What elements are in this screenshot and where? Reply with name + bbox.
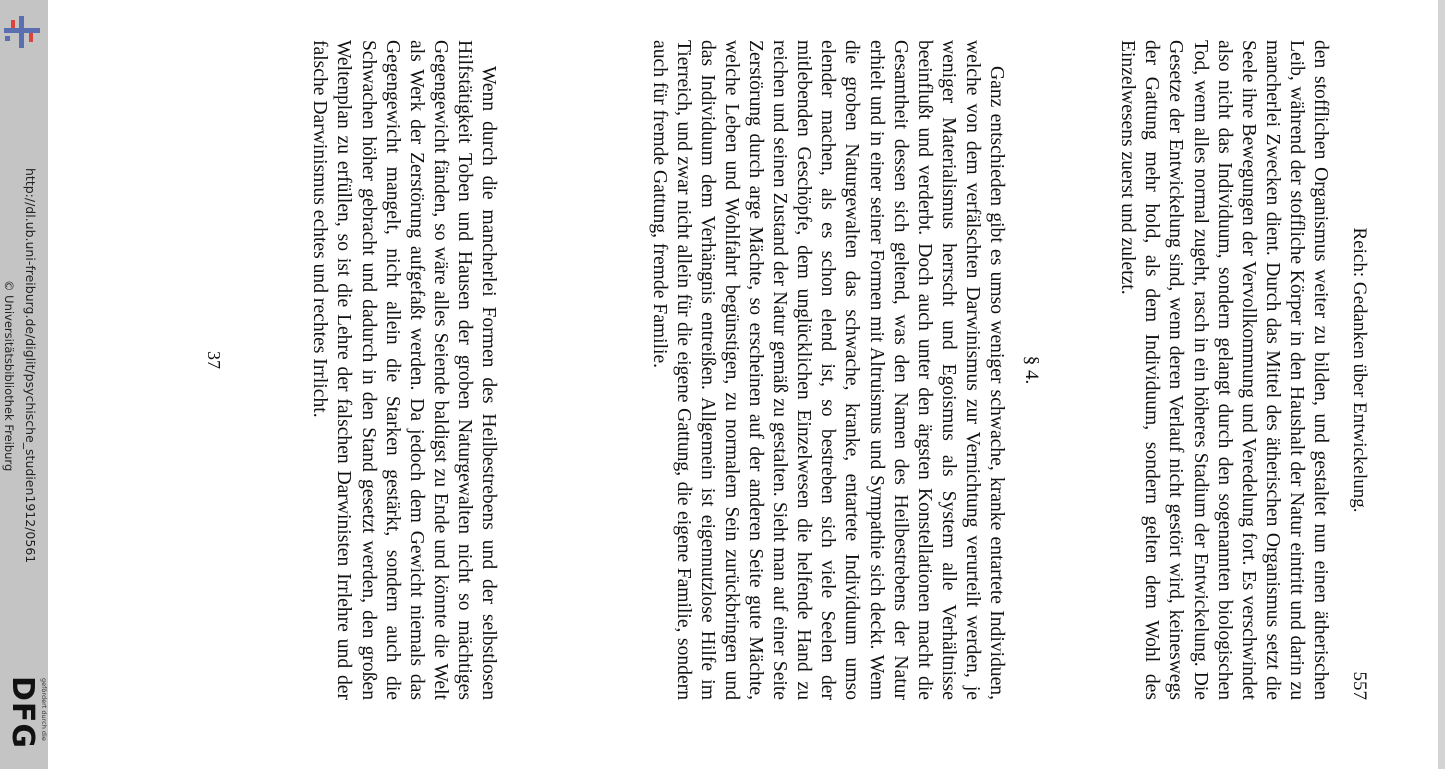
viewer-right-edge — [1438, 0, 1445, 769]
section-heading: § 4. — [1021, 355, 1042, 385]
folio-number: 37 — [204, 351, 224, 369]
body-paragraph: Ganz entschieden gibt es umso weniger schwache, kranke entartete Individuen, welche von dem verfälschten Darwinismus zur Vernichtung verurteilt werden, je weniger Materialismus herrscht und Egoismus als System alle Verhältnisse beeinflußt und verderbt. Doch auch unter den ärgsten Konstellationen macht die Gesamtheit dessen sich geltend, was den Namen des Heilbestrebens der Natur erhielt und in einer seiner Formen mit Altruismus und Sympathie sich deckt. Wenn die groben Naturgewalten das schwache, kranke, entartete Individuum umso elender machen, als es schon elend ist, so bestreben sich viele Seelen der mitlebenden Geschöpfe, dem unglücklichen Einzelwesen die helfende Hand zu reichen und seinen Zustand der Natur gemäß zu gestalten. Sieht man auf einer Seite Zerstörung durch arge Mächte, so erscheinen auf der anderen Seite gute Mächte, welche Leben und Wohlfahrt begünstigen, zu normalem Sein zurückbringen und das Individuum dem Verhängnis entreißen. Allgemein ist eigennutzlose Hilfe im Tierreich, und zwar nicht allein für die eigene Gattung, die eigene Familie, sondern auch für fremde Gattung, fremde Familie. — [648, 40, 1007, 700]
document-url[interactable]: http://dl.ub.uni-freiburg.de/diglit/psychische_studien1912/0561 — [23, 168, 38, 564]
dfg-sponsor-logo — [4, 676, 48, 762]
running-title: Reich: Gedanken über Entwickelung. — [1349, 227, 1370, 513]
running-header — [1344, 40, 1370, 700]
dfg-sponsor-caption: gefördert durch die — [40, 678, 48, 741]
copyright-note: © Universitätsbibliothek Freiburg — [2, 280, 16, 472]
body-paragraph: den stofflichen Organismus weiter zu bilden, und gestaltet nun einen ätherischen Leib, während der stoffliche Körper in den Haushalt der Natur eintritt und darin zu mancherlei Zwecken dient. Durch das Mittel des ätherischen Organismus setzt die Seele ihre Bewegungen der Vervollkommung und Veredelung fort. Es verschwindet also nicht das Individuum, sondern gelangt durch den sogenannten biologischen Tod, wenn alles normal zugeht, rasch in ein höheres Stadium der Entwickelung. Die Gesetze der Entwickelung sind, wenn deren Verlauf nicht gestört wird, keineswegs der Gattung mehr hold, als dem Individuum, sondern gelten dem Wohl des Einzelwesens zuerst und zuletzt. — [1117, 40, 1331, 700]
dfg-logo-text: DFG — [5, 676, 40, 750]
page-number: 557 — [1349, 671, 1370, 700]
scanned-page — [204, 40, 1370, 700]
body-paragraph: Wenn durch die mancherlei Formen des Heilbestrebens und der selbstlosen Hilfstätigkeit Toben und Hausen der groben Naturgewalten nicht so mächtiges Gegengewicht fänden, so wäre alles Seiende baldigst zu Ende und könnte die Welt als Werk der Zerstörung aufgefaßt werden. Da jedoch dem Gewicht niemals das Gegengewicht mangelt, nicht allein die Starken gestärkt, sondern auch die Schwachen höher gebracht und dadurch in den Stand gesetzt werden, den großen Weltenplan zu erfüllen, so ist die Lehre der falschen Darwinisten Irrlehre und der falsche Darwinismus echtes und rechtes Irrlicht. — [309, 40, 499, 700]
viewer-side-strip — [0, 0, 48, 769]
library-logo-icon — [2, 14, 42, 50]
